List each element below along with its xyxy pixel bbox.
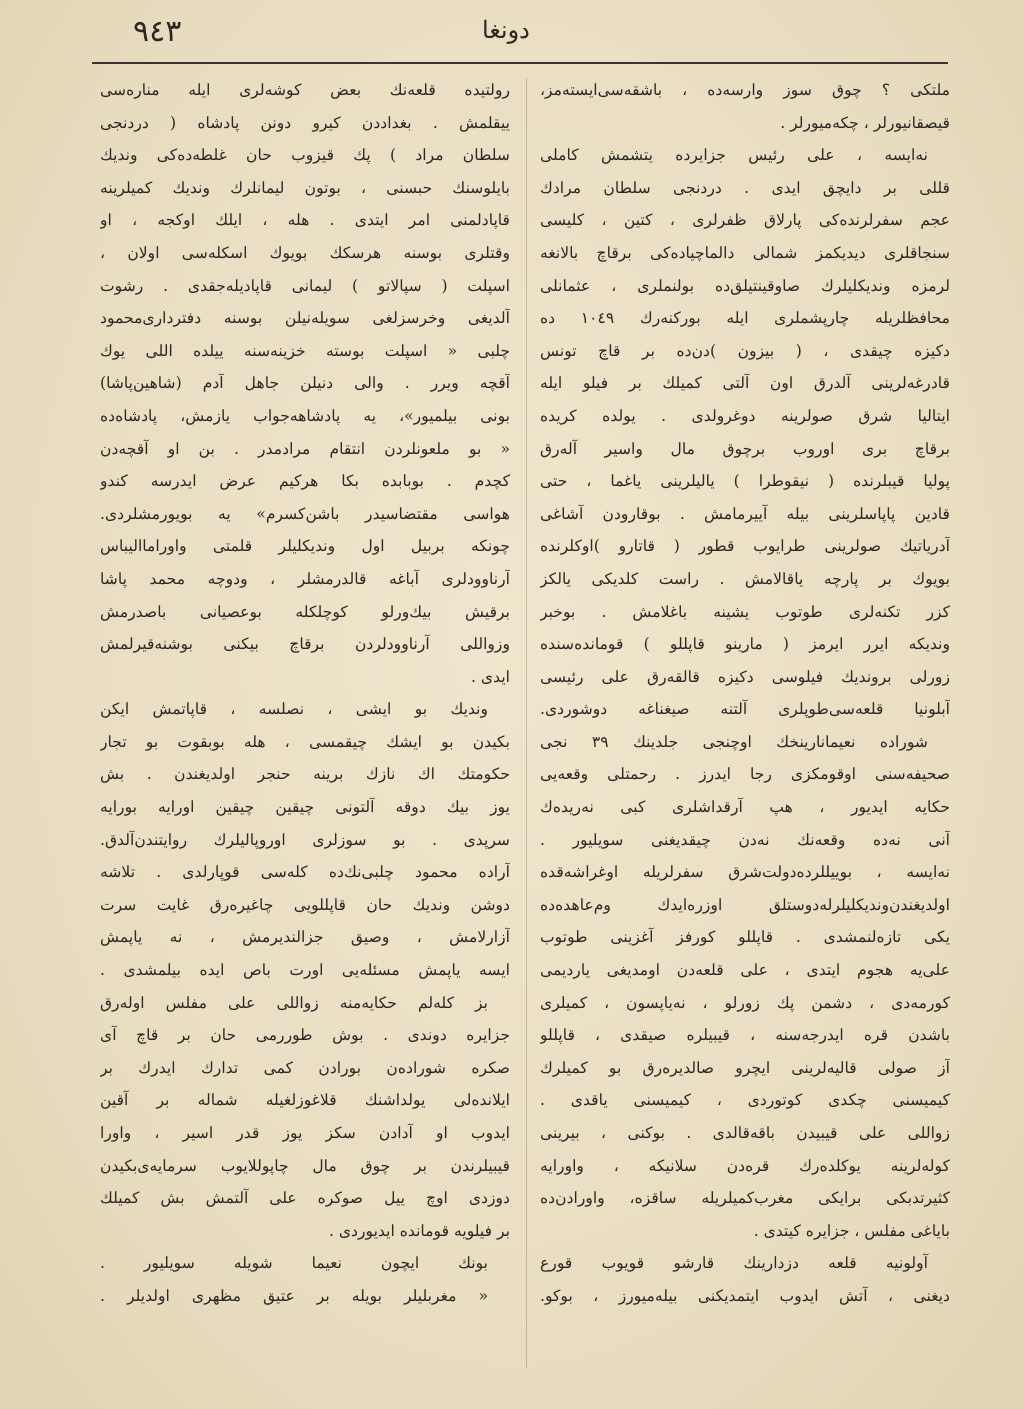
text-line: ییقلمش . بغداددن کیرو دونن پادشاه ( دردنجی [100,113,510,132]
text-line: قادرغه‌لرینی آلدرق اون آلتی کمیلك بر فیلو ایله [540,374,950,393]
text-line: « بو ملعونلردن انتقام مرادمدر . بن او آقچه‌دن [100,439,510,458]
text-line: بونی بیلمیور»، یه پادشاهه‌جواب یازمش، پادشاه‌ده [100,406,510,425]
text-line: بایاغی مفلس ، جزایره کیتدی . [753,1221,950,1240]
text-line: زورلی بروندیك فیلوسی دکیزه قالقه‌رق علی رئیسی [540,667,950,686]
text-line: برقاچ بری اوروب برچوق مال واسیر آله‌رق [540,439,950,458]
header-rule [92,62,948,64]
text-line: دیغنی ، آتش ایدوب ایتمدیکنی بیله‌میورز ، بوکو. [540,1286,950,1305]
text-line: ایسه یاپمش مسئله‌یی اورت باص ایده بیلمشدی . [100,961,510,980]
text-line: قادین پاپاسلرینی بیله آییرمامش . بوقارودن آشاغی [540,504,950,523]
text-line: آبلونیا قلعه‌سی‌طوپلری آلتنه صیغناغه دوشوردی. [540,700,950,719]
text-line: آلدیغی وخرسزلغی سویله‌نیلن بوسنه دفترداری‌محمود [100,309,510,328]
text-line: نه‌ایسه ، بوییللرده‌دولت‌شرق سفرلریله اوغراشه‌قده [540,863,950,882]
text-line: سلطان مراد ) پك قیزوب حان غلطه‌ده‌کی وندیك [100,146,510,165]
text-line: علی‌یه هجوم ایتدی ، علی قلعه‌دن اومدیغی یاردیمی [540,961,950,980]
text-line: آقچه ویرر . والی دنیلن جاهل آدم (شاهین‌پاشا) [100,374,510,393]
text-line: جزایره دوندی . بوش طوررمی حان بر قاچ آی [100,1026,510,1045]
text-line: ایتالیا شرق صولرینه دوغرولدی . یولده کریده [540,406,950,425]
page-header [0,0,1024,70]
text-line: وندیکه ایرر ایرمز ( مارینو قاپللو ) قوماندەسنده [540,635,950,654]
text-line: ملتکی ؟ چوق سوز وارسه‌ده ، باشقه‌سی‌ایسته‌مز، [540,81,950,99]
text-line: آز صولی قالیه‌لرینی ایچرو صالدیره‌رق بو کمیلرك [540,1058,950,1077]
text-line: کوله‌لرینه یوکلده‌رك قره‌دن سلانیکه ، واورایه [540,1156,950,1175]
text-line: قللی بر دایچق ایدی . دردنجی سلطان مرادك [540,178,950,197]
text-line: رولتیده قلعه‌نك بعض کوشه‌لری ایله مناره‌سی [100,81,510,99]
text-line: آرادە محمود چلبی‌نك‌ده کله‌سی قوپارلدی . تلاشه [100,863,510,882]
text-line: بویوك بر پارچه یاقالامش . راست کلدیکی یالکز [540,569,950,588]
text-line: آدریاتیك صولرینی طرایوب قطور ( قاتارو )اوکلرنده [540,537,950,556]
text-line: چلبی « اسپلت بوسته خزینه‌سنه ییلده اللی یوك [100,341,510,360]
text-line: عجم سفرلرنده‌کی پارلاق ظفرلری ، کتین ، کلیسی [540,211,950,230]
text-line: کثیرتدبکی برایکی مغرب‌کمیلریله ساقزه، واورادن‌ده [540,1189,950,1208]
text-line: بکیدن بو ایشك چیقمسی ، هله بوبقوت بو تجار [100,732,510,751]
text-line: قاپادلمنی امر ایتدی . هله ، ایلك اوکجه ، او [100,211,510,230]
text-line: ایلاندەلی یولداشنك قلاغوزلغیله شماله بر آقین [100,1091,510,1110]
text-line: هواسی مقتضاسیدر باشن‌کسرم» یه بویورمشلردی. [100,504,510,523]
text-line: کورمەدی ، دشمن پك زورلو ، نه‌یاپسون ، کمیلری [540,993,950,1012]
right-text-column [540,74,950,1313]
text-line: آولونیه قلعه دزدارینك قارشو قویوب قورع [540,1254,928,1273]
text-line: آزارلامش ، وصیق جزالندیرمش ، نه یاپمش [100,928,510,947]
text-line: وقتلری بوسنه هرسکك بویوك اسکله‌سی اولان ، [100,243,510,262]
text-line: کیمیسنی چکدی کوتوردی ، کیمیسنی یاقدی . [540,1091,950,1110]
text-line: وندیك بو ایشی ، نصلسه ، قاپاتمش ایکن [100,700,488,719]
text-line: صکره شوراده‌ن بورادن کمی تدارك ایدرك بر [100,1058,510,1077]
text-line: آرناوودلری آباغه قالدرمشلر ، ودوچه محمد پاشا [100,569,510,588]
text-line: دوزدی اوچ ییل صوکره علی آلتمش بش کمیلك [100,1189,510,1208]
text-line: اولدیغندن‌وندیکلیلرله‌دوستلق اوزره‌ایدك وم‌عاهده‌ده [540,895,950,914]
page-number: ٣٤٩ [133,14,182,49]
text-line: دوشن وندیك حان قاپللویی چاغیره‌رق غایت سرت [100,895,510,914]
text-line: یوز بیك دوقه آلتونی چیقین چیقین اورایه بورایه [100,798,510,817]
text-line: نه‌ایسه ، علی رئیس جزایرده یتشمش کاملی [540,146,928,165]
text-line: کچدم . بوبابده بکا هرکیم عرض ایدرسه کندو [100,472,510,491]
text-line: لرمزه وندیکلیلرك صاوقینتیلق‌ده بولنملری ، عثمانلی [540,276,950,295]
text-line: بایلوسنك حبسنی ، بوتون لیمانلرك وندیك کمیلرینه [100,178,510,197]
text-line: وزواللی آرناوودلردن برقاچ بیکنی بوشنه‌قیرلمش [100,635,510,654]
text-line: چونکه بربیل اول وندیکلیلر قلمتی واوراماالیباس [100,537,510,556]
text-line: یکی تازه‌لنمشدی . قاپللو کورفز آغزینی طوتوب [540,928,950,947]
text-line: دکیزه چیقدی ، ( بیزون )دن‌ده بر قاچ تونس [540,341,950,360]
text-line: سرپدی . بو سوزلری اوروپالیلرك روایتندن‌آلدق. [100,830,510,849]
running-title: دونغا [482,16,530,44]
text-line: پولیا قیبلرنده ( نیقوطرا ) یالیلرینی یاغما ، حتی [540,472,950,491]
text-line: ایدوب او آدادن سکز یوز قدر اسیر ، واورا [100,1124,510,1142]
text-line: « مغربلیلر بویله بر عتیق مظهری اولدیلر . [100,1286,488,1305]
left-text-column [100,74,510,1313]
text-line: قیصقانیورلر ، چکه‌میورلر . [780,113,950,132]
text-line: باشدن قره ایدرجه‌سنه ، قیبیلره صیقدی ، قاپللو [540,1026,950,1045]
text-line: سنجاقلری دیدیکمز شمالی دالماچیاده‌کی برقاچ بالانغه‌ [540,243,950,262]
text-line: برقیش بیك‌ورلو کوچلکله بوعصیانی باصدرمش [100,602,510,621]
text-line: ایدی . [471,667,510,686]
text-line: بز کلەلم حکایه‌منه زواللی علی مفلس اوله‌رق [100,993,488,1012]
text-line: شورادە نعیمانارینخك اوچنجی جلدینك ٣٩ نجی [540,732,928,751]
text-line: حکومتك اك نازك برینه حنجر اولدیغندن . بش [100,765,510,784]
text-line: زواللی علی قیبیدن باقه‌قالدی . بوکنی ، بیرینی [540,1124,950,1142]
text-line: حکایه ایدیور ، هپ آرقداشلری کبی نه‌ریده‌ك [540,798,950,817]
text-line: بر فیلویه قوماندە ایدیوردی . [328,1221,510,1240]
column-divider [526,78,527,1368]
text-line: کزر تکنه‌لری طوتوب یشینه باغلامش . بوخبر [540,602,950,621]
text-line: صحیفه‌سنی اوقومکزی رجا ایدرز . رحمتلی وقعه‌یی [540,765,950,784]
text-line: بونك ایچون نعیما شویله سویلیور . [100,1254,488,1273]
text-line: آنی نه‌ده وقعه‌نك نه‌دن چیقدیغنی سویلیور . [540,830,950,849]
text-line: اسپلت ( سپالاتو ) لیمانی قاپادیلەجقدی . رشوت [100,276,510,295]
text-line: محافظلریله چارپشملری ایله بورکنه‌رك ١٠٤٩ دە [540,309,950,328]
text-line: قیبیلرندن بر چوق مال چاپوللایوب سرمایه‌ی‌بکیدن [100,1156,510,1175]
